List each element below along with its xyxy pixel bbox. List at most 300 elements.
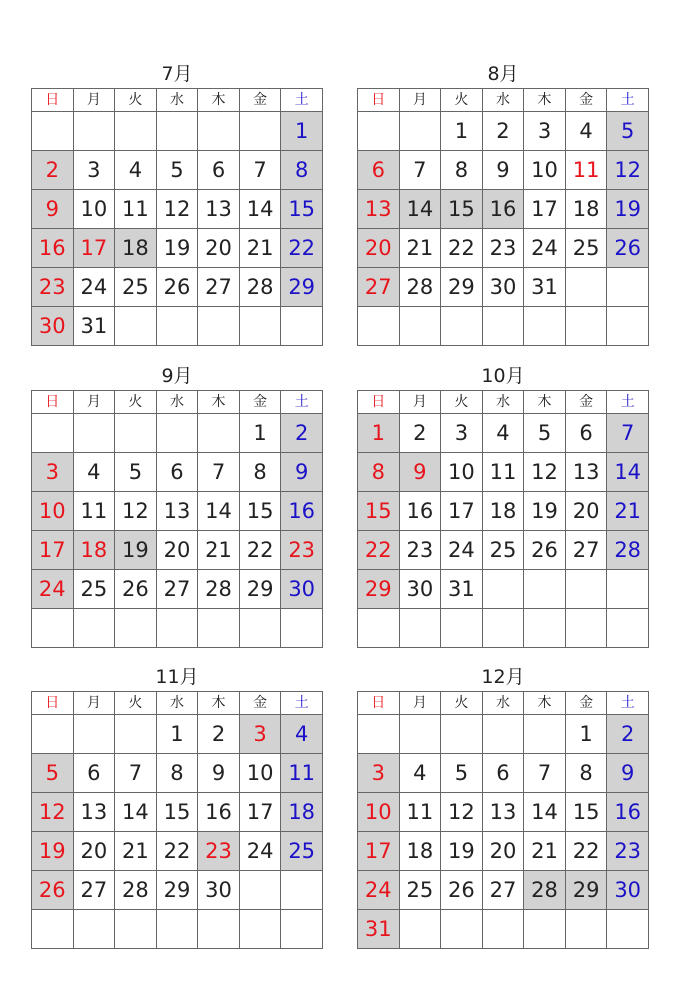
day-cell: 17 — [73, 229, 115, 268]
empty-cell — [358, 609, 400, 648]
calendar-grid — [357, 691, 649, 949]
empty-cell — [73, 715, 115, 754]
week-row — [32, 151, 323, 190]
month-title: 10月 — [481, 365, 525, 387]
week-row — [358, 832, 649, 871]
weekday-header: 木 — [198, 391, 240, 414]
month-title: 8月 — [487, 63, 519, 85]
day-cell: 24 — [239, 832, 281, 871]
day-cell: 2 — [198, 715, 240, 754]
week-row — [32, 715, 323, 754]
weekday-header: 土 — [607, 692, 649, 715]
empty-cell — [399, 715, 441, 754]
empty-cell — [482, 609, 524, 648]
empty-cell — [524, 609, 566, 648]
empty-cell — [156, 112, 198, 151]
day-cell: 2 — [482, 112, 524, 151]
empty-cell — [198, 307, 240, 346]
day-cell: 5 — [32, 754, 74, 793]
empty-cell — [32, 414, 74, 453]
day-cell: 23 — [198, 832, 240, 871]
day-cell: 23 — [482, 229, 524, 268]
day-cell: 1 — [239, 414, 281, 453]
day-cell: 4 — [115, 151, 157, 190]
empty-cell — [441, 307, 483, 346]
day-cell: 15 — [156, 793, 198, 832]
week-row — [358, 414, 649, 453]
week-row — [358, 715, 649, 754]
day-cell: 30 — [399, 570, 441, 609]
day-cell: 26 — [156, 268, 198, 307]
day-cell: 13 — [73, 793, 115, 832]
calendar-grid — [31, 88, 323, 346]
day-cell: 13 — [358, 190, 400, 229]
empty-cell — [607, 307, 649, 346]
day-cell: 18 — [399, 832, 441, 871]
day-cell: 15 — [281, 190, 323, 229]
day-cell: 15 — [565, 793, 607, 832]
day-cell: 25 — [281, 832, 323, 871]
day-cell: 12 — [607, 151, 649, 190]
day-cell: 31 — [441, 570, 483, 609]
week-row — [32, 570, 323, 609]
empty-cell — [281, 871, 323, 910]
empty-cell — [198, 609, 240, 648]
day-cell: 21 — [399, 229, 441, 268]
week-row — [32, 414, 323, 453]
day-cell: 24 — [358, 871, 400, 910]
day-cell: 10 — [32, 492, 74, 531]
weekday-header: 木 — [524, 89, 566, 112]
day-cell: 22 — [281, 229, 323, 268]
day-cell: 14 — [198, 492, 240, 531]
empty-cell — [32, 715, 74, 754]
empty-cell — [156, 307, 198, 346]
day-cell: 8 — [358, 453, 400, 492]
day-cell: 27 — [156, 570, 198, 609]
calendar-grid — [31, 390, 323, 648]
weekday-header: 土 — [281, 692, 323, 715]
day-cell: 25 — [73, 570, 115, 609]
day-cell: 8 — [239, 453, 281, 492]
day-cell: 13 — [156, 492, 198, 531]
weekday-header: 水 — [156, 391, 198, 414]
day-cell: 16 — [32, 229, 74, 268]
day-cell: 3 — [524, 112, 566, 151]
week-row — [32, 910, 323, 949]
weekday-header: 日 — [32, 692, 74, 715]
empty-cell — [524, 570, 566, 609]
week-row — [358, 112, 649, 151]
empty-cell — [239, 871, 281, 910]
day-cell: 22 — [565, 832, 607, 871]
weekday-header: 金 — [565, 692, 607, 715]
day-cell: 30 — [482, 268, 524, 307]
day-cell: 7 — [115, 754, 157, 793]
empty-cell — [607, 910, 649, 949]
week-row — [358, 570, 649, 609]
day-cell: 16 — [399, 492, 441, 531]
day-cell: 7 — [198, 453, 240, 492]
day-cell: 10 — [358, 793, 400, 832]
day-cell: 22 — [441, 229, 483, 268]
day-cell: 3 — [441, 414, 483, 453]
weekday-header: 月 — [399, 89, 441, 112]
day-cell: 13 — [565, 453, 607, 492]
day-cell: 5 — [156, 151, 198, 190]
day-cell: 27 — [565, 531, 607, 570]
day-cell: 6 — [198, 151, 240, 190]
day-cell: 12 — [32, 793, 74, 832]
day-cell: 26 — [607, 229, 649, 268]
day-cell: 15 — [441, 190, 483, 229]
empty-cell — [607, 570, 649, 609]
day-cell: 28 — [115, 871, 157, 910]
day-cell: 17 — [358, 832, 400, 871]
day-cell: 24 — [32, 570, 74, 609]
week-row — [32, 190, 323, 229]
weekday-header: 火 — [115, 391, 157, 414]
empty-cell — [524, 307, 566, 346]
day-cell: 6 — [565, 414, 607, 453]
empty-cell — [198, 414, 240, 453]
day-cell: 25 — [565, 229, 607, 268]
day-cell: 31 — [358, 910, 400, 949]
weekday-header: 火 — [441, 391, 483, 414]
day-cell: 29 — [239, 570, 281, 609]
day-cell: 20 — [198, 229, 240, 268]
day-cell: 24 — [524, 229, 566, 268]
day-cell: 14 — [524, 793, 566, 832]
day-cell: 21 — [239, 229, 281, 268]
day-cell: 18 — [482, 492, 524, 531]
week-row — [358, 453, 649, 492]
empty-cell — [115, 414, 157, 453]
calendar-grid — [31, 691, 323, 949]
day-cell: 28 — [399, 268, 441, 307]
day-cell: 25 — [482, 531, 524, 570]
empty-cell — [358, 715, 400, 754]
day-cell: 11 — [565, 151, 607, 190]
week-row — [32, 793, 323, 832]
week-row — [32, 112, 323, 151]
day-cell: 16 — [607, 793, 649, 832]
day-cell: 1 — [156, 715, 198, 754]
weekday-header: 土 — [281, 391, 323, 414]
weekday-header: 木 — [198, 692, 240, 715]
empty-cell — [565, 609, 607, 648]
empty-cell — [239, 910, 281, 949]
day-cell: 17 — [32, 531, 74, 570]
day-cell: 9 — [399, 453, 441, 492]
day-cell: 29 — [156, 871, 198, 910]
day-cell: 23 — [607, 832, 649, 871]
week-row — [32, 871, 323, 910]
day-cell: 14 — [607, 453, 649, 492]
day-cell: 28 — [239, 268, 281, 307]
weekday-header: 月 — [73, 391, 115, 414]
day-cell: 28 — [524, 871, 566, 910]
day-cell: 19 — [156, 229, 198, 268]
day-cell: 11 — [399, 793, 441, 832]
day-cell: 20 — [73, 832, 115, 871]
empty-cell — [565, 307, 607, 346]
weekday-header: 月 — [399, 692, 441, 715]
day-cell: 30 — [281, 570, 323, 609]
day-cell: 9 — [482, 151, 524, 190]
empty-cell — [441, 609, 483, 648]
day-cell: 10 — [441, 453, 483, 492]
day-cell: 19 — [607, 190, 649, 229]
weekday-header: 月 — [73, 692, 115, 715]
day-cell: 24 — [73, 268, 115, 307]
week-row — [32, 754, 323, 793]
week-row — [358, 492, 649, 531]
day-cell: 27 — [73, 871, 115, 910]
day-cell: 22 — [156, 832, 198, 871]
week-row — [358, 151, 649, 190]
empty-cell — [198, 112, 240, 151]
empty-cell — [32, 112, 74, 151]
empty-cell — [358, 112, 400, 151]
day-cell: 13 — [198, 190, 240, 229]
week-row — [358, 307, 649, 346]
day-cell: 6 — [73, 754, 115, 793]
empty-cell — [607, 268, 649, 307]
day-cell: 1 — [441, 112, 483, 151]
weekday-header: 木 — [524, 692, 566, 715]
day-cell: 12 — [115, 492, 157, 531]
week-row — [32, 268, 323, 307]
day-cell: 4 — [281, 715, 323, 754]
day-cell: 13 — [482, 793, 524, 832]
day-cell: 2 — [399, 414, 441, 453]
day-cell: 18 — [281, 793, 323, 832]
week-row — [32, 307, 323, 346]
empty-cell — [32, 609, 74, 648]
week-row — [358, 793, 649, 832]
day-cell: 5 — [441, 754, 483, 793]
weekday-header: 火 — [115, 89, 157, 112]
week-row — [358, 871, 649, 910]
calendar-grid — [357, 390, 649, 648]
day-cell: 10 — [524, 151, 566, 190]
empty-cell — [565, 268, 607, 307]
week-row — [32, 609, 323, 648]
day-cell: 9 — [281, 453, 323, 492]
day-cell: 1 — [281, 112, 323, 151]
week-row — [32, 832, 323, 871]
empty-cell — [399, 609, 441, 648]
day-cell: 1 — [358, 414, 400, 453]
day-cell: 14 — [239, 190, 281, 229]
month-title: 9月 — [161, 365, 193, 387]
day-cell: 18 — [115, 229, 157, 268]
day-cell: 11 — [73, 492, 115, 531]
day-cell: 16 — [198, 793, 240, 832]
empty-cell — [115, 112, 157, 151]
day-cell: 11 — [281, 754, 323, 793]
empty-cell — [524, 910, 566, 949]
calendar-grid — [357, 88, 649, 346]
empty-cell — [156, 910, 198, 949]
day-cell: 10 — [73, 190, 115, 229]
month-title: 7月 — [161, 63, 193, 85]
empty-cell — [358, 307, 400, 346]
empty-cell — [239, 307, 281, 346]
empty-cell — [73, 112, 115, 151]
weekday-header: 日 — [32, 391, 74, 414]
day-cell: 21 — [607, 492, 649, 531]
day-cell: 27 — [198, 268, 240, 307]
day-cell: 19 — [32, 832, 74, 871]
weekday-header: 日 — [358, 391, 400, 414]
weekday-header: 水 — [482, 692, 524, 715]
day-cell: 24 — [441, 531, 483, 570]
day-cell: 29 — [441, 268, 483, 307]
day-cell: 4 — [73, 453, 115, 492]
day-cell: 3 — [239, 715, 281, 754]
empty-cell — [441, 910, 483, 949]
day-cell: 12 — [156, 190, 198, 229]
day-cell: 26 — [115, 570, 157, 609]
day-cell: 30 — [607, 871, 649, 910]
day-cell: 3 — [73, 151, 115, 190]
day-cell: 2 — [281, 414, 323, 453]
empty-cell — [482, 715, 524, 754]
day-cell: 20 — [156, 531, 198, 570]
empty-cell — [73, 609, 115, 648]
weekday-header: 木 — [198, 89, 240, 112]
day-cell: 19 — [441, 832, 483, 871]
day-cell: 3 — [358, 754, 400, 793]
day-cell: 20 — [482, 832, 524, 871]
day-cell: 27 — [358, 268, 400, 307]
day-cell: 5 — [607, 112, 649, 151]
day-cell: 5 — [524, 414, 566, 453]
weekday-header: 日 — [32, 89, 74, 112]
empty-cell — [482, 570, 524, 609]
day-cell: 6 — [358, 151, 400, 190]
day-cell: 8 — [565, 754, 607, 793]
day-cell: 21 — [198, 531, 240, 570]
day-cell: 21 — [524, 832, 566, 871]
day-cell: 14 — [115, 793, 157, 832]
month-title: 12月 — [481, 666, 525, 688]
day-cell: 15 — [239, 492, 281, 531]
day-cell: 28 — [607, 531, 649, 570]
day-cell: 22 — [358, 531, 400, 570]
week-row — [358, 910, 649, 949]
week-row — [32, 531, 323, 570]
empty-cell — [115, 307, 157, 346]
day-cell: 18 — [73, 531, 115, 570]
day-cell: 8 — [441, 151, 483, 190]
empty-cell — [441, 715, 483, 754]
day-cell: 16 — [281, 492, 323, 531]
day-cell: 26 — [32, 871, 74, 910]
week-row — [358, 229, 649, 268]
day-cell: 7 — [239, 151, 281, 190]
day-cell: 12 — [524, 453, 566, 492]
weekday-header: 日 — [358, 692, 400, 715]
day-cell: 23 — [32, 268, 74, 307]
week-row — [358, 754, 649, 793]
week-row — [358, 531, 649, 570]
day-cell: 21 — [115, 832, 157, 871]
day-cell: 11 — [115, 190, 157, 229]
weekday-header: 水 — [156, 89, 198, 112]
day-cell: 20 — [358, 229, 400, 268]
day-cell: 29 — [358, 570, 400, 609]
empty-cell — [198, 910, 240, 949]
day-cell: 27 — [482, 871, 524, 910]
empty-cell — [73, 910, 115, 949]
day-cell: 4 — [565, 112, 607, 151]
day-cell: 6 — [156, 453, 198, 492]
day-cell: 19 — [115, 531, 157, 570]
week-row — [32, 492, 323, 531]
empty-cell — [482, 307, 524, 346]
empty-cell — [482, 910, 524, 949]
day-cell: 15 — [358, 492, 400, 531]
weekday-header: 土 — [607, 391, 649, 414]
day-cell: 2 — [32, 151, 74, 190]
day-cell: 8 — [156, 754, 198, 793]
day-cell: 3 — [32, 453, 74, 492]
day-cell: 5 — [115, 453, 157, 492]
empty-cell — [115, 609, 157, 648]
day-cell: 17 — [524, 190, 566, 229]
weekday-header: 火 — [441, 692, 483, 715]
day-cell: 23 — [399, 531, 441, 570]
weekday-header: 水 — [482, 391, 524, 414]
day-cell: 17 — [239, 793, 281, 832]
empty-cell — [281, 307, 323, 346]
empty-cell — [73, 414, 115, 453]
empty-cell — [399, 910, 441, 949]
day-cell: 12 — [441, 793, 483, 832]
week-row — [358, 190, 649, 229]
day-cell: 29 — [565, 871, 607, 910]
day-cell: 4 — [482, 414, 524, 453]
weekday-header: 木 — [524, 391, 566, 414]
day-cell: 7 — [524, 754, 566, 793]
weekday-header: 月 — [399, 391, 441, 414]
day-cell: 16 — [482, 190, 524, 229]
day-cell: 26 — [441, 871, 483, 910]
weekday-header: 金 — [239, 692, 281, 715]
day-cell: 7 — [607, 414, 649, 453]
weekday-header: 金 — [565, 89, 607, 112]
weekday-header: 月 — [73, 89, 115, 112]
day-cell: 30 — [32, 307, 74, 346]
empty-cell — [156, 609, 198, 648]
empty-cell — [115, 910, 157, 949]
day-cell: 28 — [198, 570, 240, 609]
month-title: 11月 — [155, 666, 199, 688]
empty-cell — [565, 570, 607, 609]
day-cell: 2 — [607, 715, 649, 754]
day-cell: 14 — [399, 190, 441, 229]
empty-cell — [281, 910, 323, 949]
weekday-header: 土 — [607, 89, 649, 112]
day-cell: 20 — [565, 492, 607, 531]
weekday-header: 水 — [482, 89, 524, 112]
day-cell: 31 — [524, 268, 566, 307]
empty-cell — [524, 715, 566, 754]
week-row — [358, 609, 649, 648]
